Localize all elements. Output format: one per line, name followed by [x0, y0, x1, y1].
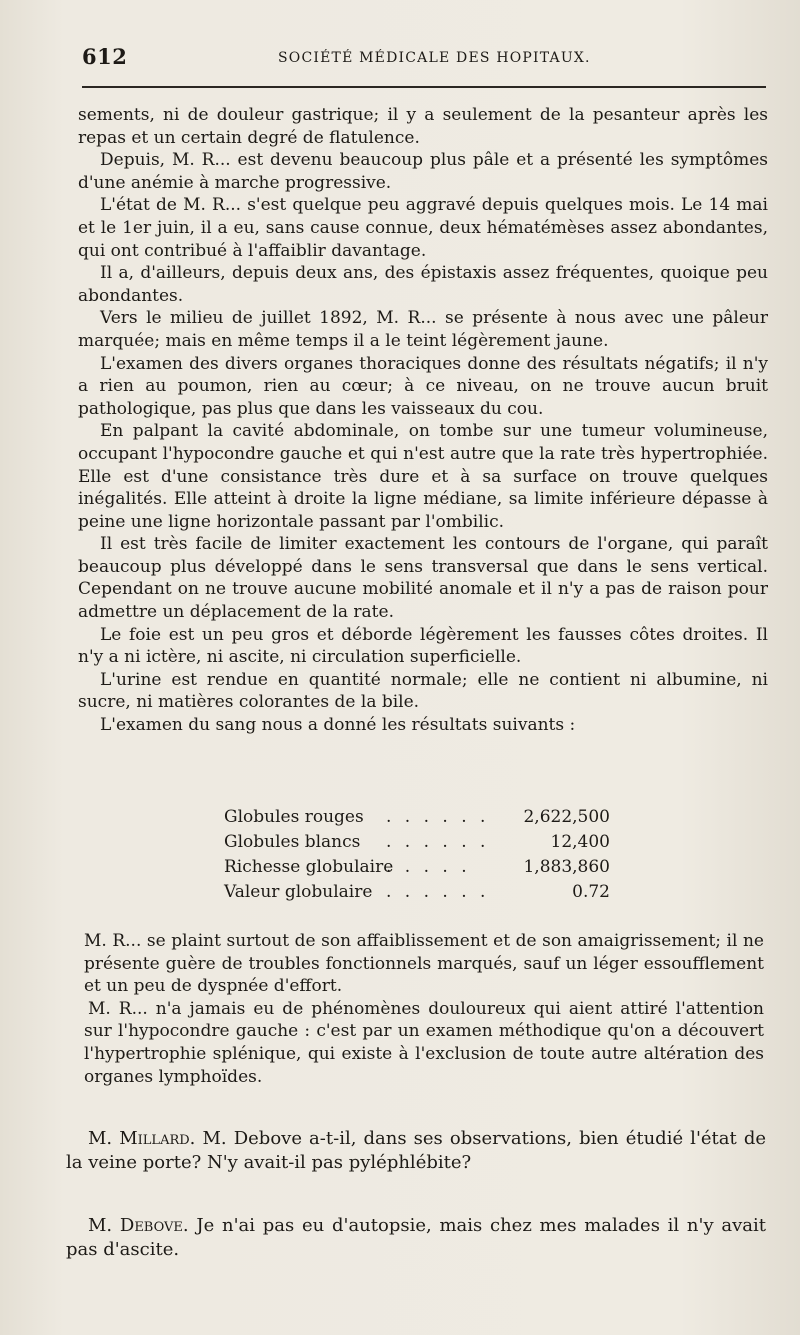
running-head: SOCIÉTÉ MÉDICALE DES HOPITAUX.: [278, 50, 591, 66]
case-report-text: [78, 104, 768, 737]
discussion-millard: [66, 1127, 766, 1175]
paragraph: L'examen du sang nous a donné les résultats suivants :: [100, 715, 576, 736]
paragraph: sements, ni de douleur gastrique; il y a seulement de la pesanteur après les repas et un certain degré de flatulence.: [78, 105, 768, 148]
row-value: 1,883,860: [523, 857, 610, 877]
row-value: 12,400: [550, 832, 610, 852]
paragraph: Vers le milieu de juillet 1892, M. R... se présente à nous avec une pâleur marquée; mais en même temps il a le teint légèrement jaune.: [78, 308, 768, 351]
speaker-name: M. Debove.: [88, 1215, 189, 1236]
leader-dots: . . . . . .: [386, 882, 490, 902]
blood-results-table: [224, 805, 614, 905]
paragraph: L'urine est rendue en quantité normale; elle ne contient ni albumine, ni sucre, ni matières colorantes de la bile.: [78, 669, 768, 713]
row-label: Globules blancs: [224, 832, 361, 852]
row-label: Richesse globulaire: [224, 857, 394, 877]
discussion-debove: [66, 1214, 766, 1262]
row-value: 2,622,500: [523, 807, 610, 827]
leader-dots: . . . . .: [386, 857, 471, 877]
table-row: [224, 880, 614, 905]
paragraph: Le foie est un peu gros et déborde légèrement les fausses côtes droites. Il n'y a ni ictère, ni ascite, ni circulation superficielle.: [78, 624, 768, 668]
paragraph: En palpant la cavité abdominale, on tombe sur une tumeur volumineuse, occupant l'hypocondre gauche et qui n'est autre que la rate très hypertrophiée. Elle est d'une consistance très dure et à sa surface on trouve quelques inégalités. Elle atteint à droite la ligne médiane, sa limite inférieure dépasse à peine une ligne horizontale passant par l'ombilic.: [78, 421, 768, 532]
paragraph: L'examen des divers organes thoraciques donne des résultats négatifs; il n'y a rien au poumon, rien au cœur; à ce niveau, on ne trouve aucun bruit pathologique, pas plus que dans les vaisseaux du cou.: [78, 353, 768, 419]
page-header: [82, 44, 768, 74]
paragraph: L'état de M. R... s'est quelque peu aggravé depuis quelques mois. Le 14 mai et le 1er juin, il a eu, sans cause connue, deux hématémèses assez abondantes, qui ont contribué à l'affaiblir davantage.: [78, 195, 768, 261]
paragraph: M. R... se plaint surtout de son affaiblissement et de son amaigrissement; il ne présente guère de troubles fonctionnels marqués, sauf un léger essoufflement et un peu de dyspnée d'effort.: [84, 931, 764, 997]
header-rule: [82, 86, 766, 88]
paragraph: Depuis, M. R... est devenu beaucoup plus pâle et a présenté les symptômes d'une anémie à marche progressive.: [78, 150, 768, 193]
row-label: Globules rouges: [224, 807, 364, 827]
paragraph: Il a, d'ailleurs, depuis deux ans, des épistaxis assez fréquentes, quoique peu abondantes.: [78, 263, 768, 306]
table-row: [224, 805, 614, 830]
paragraph: Il est très facile de limiter exactement les contours de l'organe, qui paraît beaucoup plus développé dans le sens transversal que dans le sens vertical. Cependant on ne trouve aucune mobilité anomale et il n'y a pas de raison pour admettre un déplacement de la rate.: [78, 534, 768, 623]
paragraph: M. R... n'a jamais eu de phénomènes douloureux qui aient attiré l'attention sur l'hypocondre gauche : c'est par un examen méthodique qu'on a découvert l'hypertrophie splénique, qui existe à l'exclusion de toute autre altération des organes lymphoïdes.: [84, 998, 764, 1087]
speaker-remark: Je n'ai pas eu d'autopsie, mais chez mes malades il n'y avait pas d'ascite.: [66, 1215, 766, 1260]
speaker-name: M. Millard.: [88, 1128, 196, 1149]
table-row: [224, 855, 614, 880]
row-value: 0.72: [572, 882, 610, 902]
leader-dots: . . . . . .: [386, 832, 490, 852]
table-row: [224, 830, 614, 855]
speaker-remark: M. Debove a-t-il, dans ses observations, bien étudié l'état de la veine porte? N'y avait-il pas pyléphlébite?: [66, 1128, 766, 1173]
case-report-text-continued: [84, 930, 764, 1088]
leader-dots: . . . . . .: [386, 807, 490, 827]
page-number: 612: [82, 44, 128, 69]
row-label: Valeur globulaire: [224, 882, 373, 902]
